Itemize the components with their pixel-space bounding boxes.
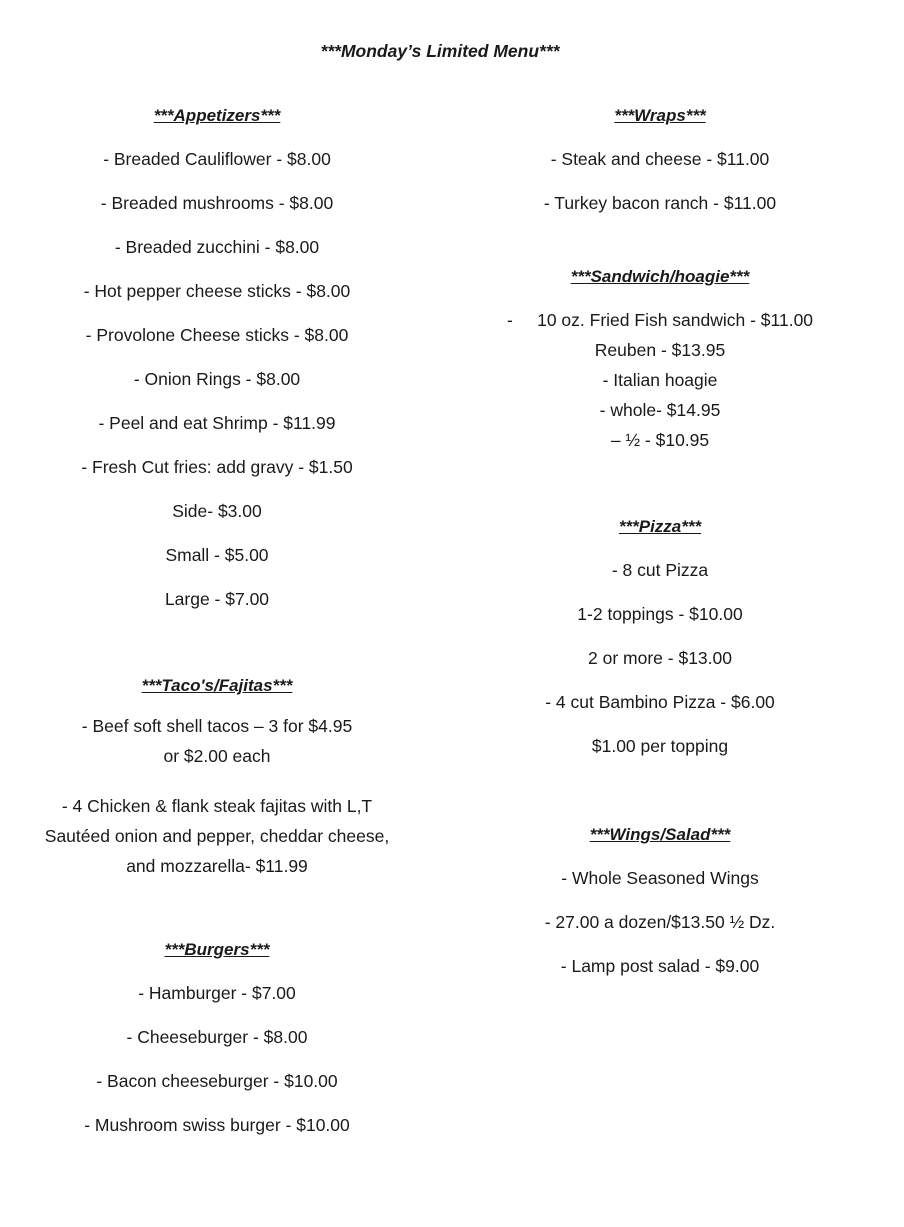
menu-item: 2 or more - $13.00	[588, 648, 732, 668]
menu-item: - Breaded zucchini - $8.00	[114, 237, 320, 257]
menu-title: ***Monday’s Limited Menu***	[320, 41, 560, 61]
menu-item: - Turkey bacon ranch - $11.00	[543, 193, 777, 213]
wraps-section	[458, 106, 862, 237]
burgers-section	[12, 940, 422, 1159]
wings-section	[458, 825, 862, 1000]
menu-item: - 8 cut Pizza	[611, 560, 709, 580]
menu-item: 1-2 toppings - $10.00	[577, 604, 743, 624]
menu-item: – ½ - $10.95	[610, 430, 710, 450]
menu-item: - Cheeseburger - $8.00	[126, 1027, 308, 1047]
wraps-header: ***Wraps***	[614, 106, 706, 125]
menu-item: - Hot pepper cheese sticks - $8.00	[83, 281, 351, 301]
menu-item: - Italian hoagie	[602, 370, 718, 390]
menu-item: - Mushroom swiss burger - $10.00	[84, 1115, 350, 1135]
menu-item: - Fresh Cut fries: add gravy - $1.50	[81, 457, 353, 477]
menu-item: - Whole Seasoned Wings	[561, 868, 759, 888]
menu-item: Side- $3.00	[172, 501, 262, 521]
sandwich-header: ***Sandwich/hoagie***	[570, 267, 750, 286]
appetizers-header: ***Appetizers***	[153, 106, 281, 125]
menu-item: - whole- $14.95	[599, 400, 721, 420]
menu-item: - Beef soft shell tacos – 3 for $4.95 or $2.00 each	[81, 716, 353, 766]
menu-item: - Hamburger - $7.00	[138, 983, 296, 1003]
sandwich-section	[458, 267, 862, 460]
menu-item: $1.00 per topping	[591, 736, 729, 756]
tacos-section	[12, 676, 422, 901]
menu-item: - 4 Chicken & flank steak fajitas with L,T Sautéed onion and pepper, cheddar cheese, and mozzarella- $11.99	[44, 796, 390, 876]
menu-item: - 27.00 a dozen/$13.50 ½ Dz.	[544, 912, 776, 932]
menu-item: - Bacon cheeseburger - $10.00	[96, 1071, 338, 1091]
menu-item: - Breaded Cauliflower - $8.00	[103, 149, 331, 169]
menu-item: - Provolone Cheese sticks - $8.00	[85, 325, 349, 345]
menu-item: - Onion Rings - $8.00	[133, 369, 301, 389]
menu-item: - Breaded mushrooms - $8.00	[100, 193, 334, 213]
menu-item: Small - $5.00	[165, 545, 269, 565]
pizza-header: ***Pizza***	[618, 517, 702, 536]
menu-item: Large - $7.00	[164, 589, 270, 609]
menu-item: Reuben - $13.95	[594, 340, 726, 360]
appetizers-section	[12, 106, 422, 633]
burgers-header: ***Burgers***	[164, 940, 270, 959]
wings-header: ***Wings/Salad***	[589, 825, 731, 844]
menu-item: - Peel and eat Shrimp - $11.99	[98, 413, 336, 433]
menu-item: - 4 cut Bambino Pizza - $6.00	[545, 692, 775, 712]
menu-item: - 10 oz. Fried Fish sandwich - $11.00	[506, 310, 814, 330]
menu-item: - Steak and cheese - $11.00	[550, 149, 770, 169]
tacos-header: ***Taco's/Fajitas***	[141, 676, 293, 695]
pizza-section	[458, 517, 862, 780]
menu-item: - Lamp post salad - $9.00	[560, 956, 760, 976]
